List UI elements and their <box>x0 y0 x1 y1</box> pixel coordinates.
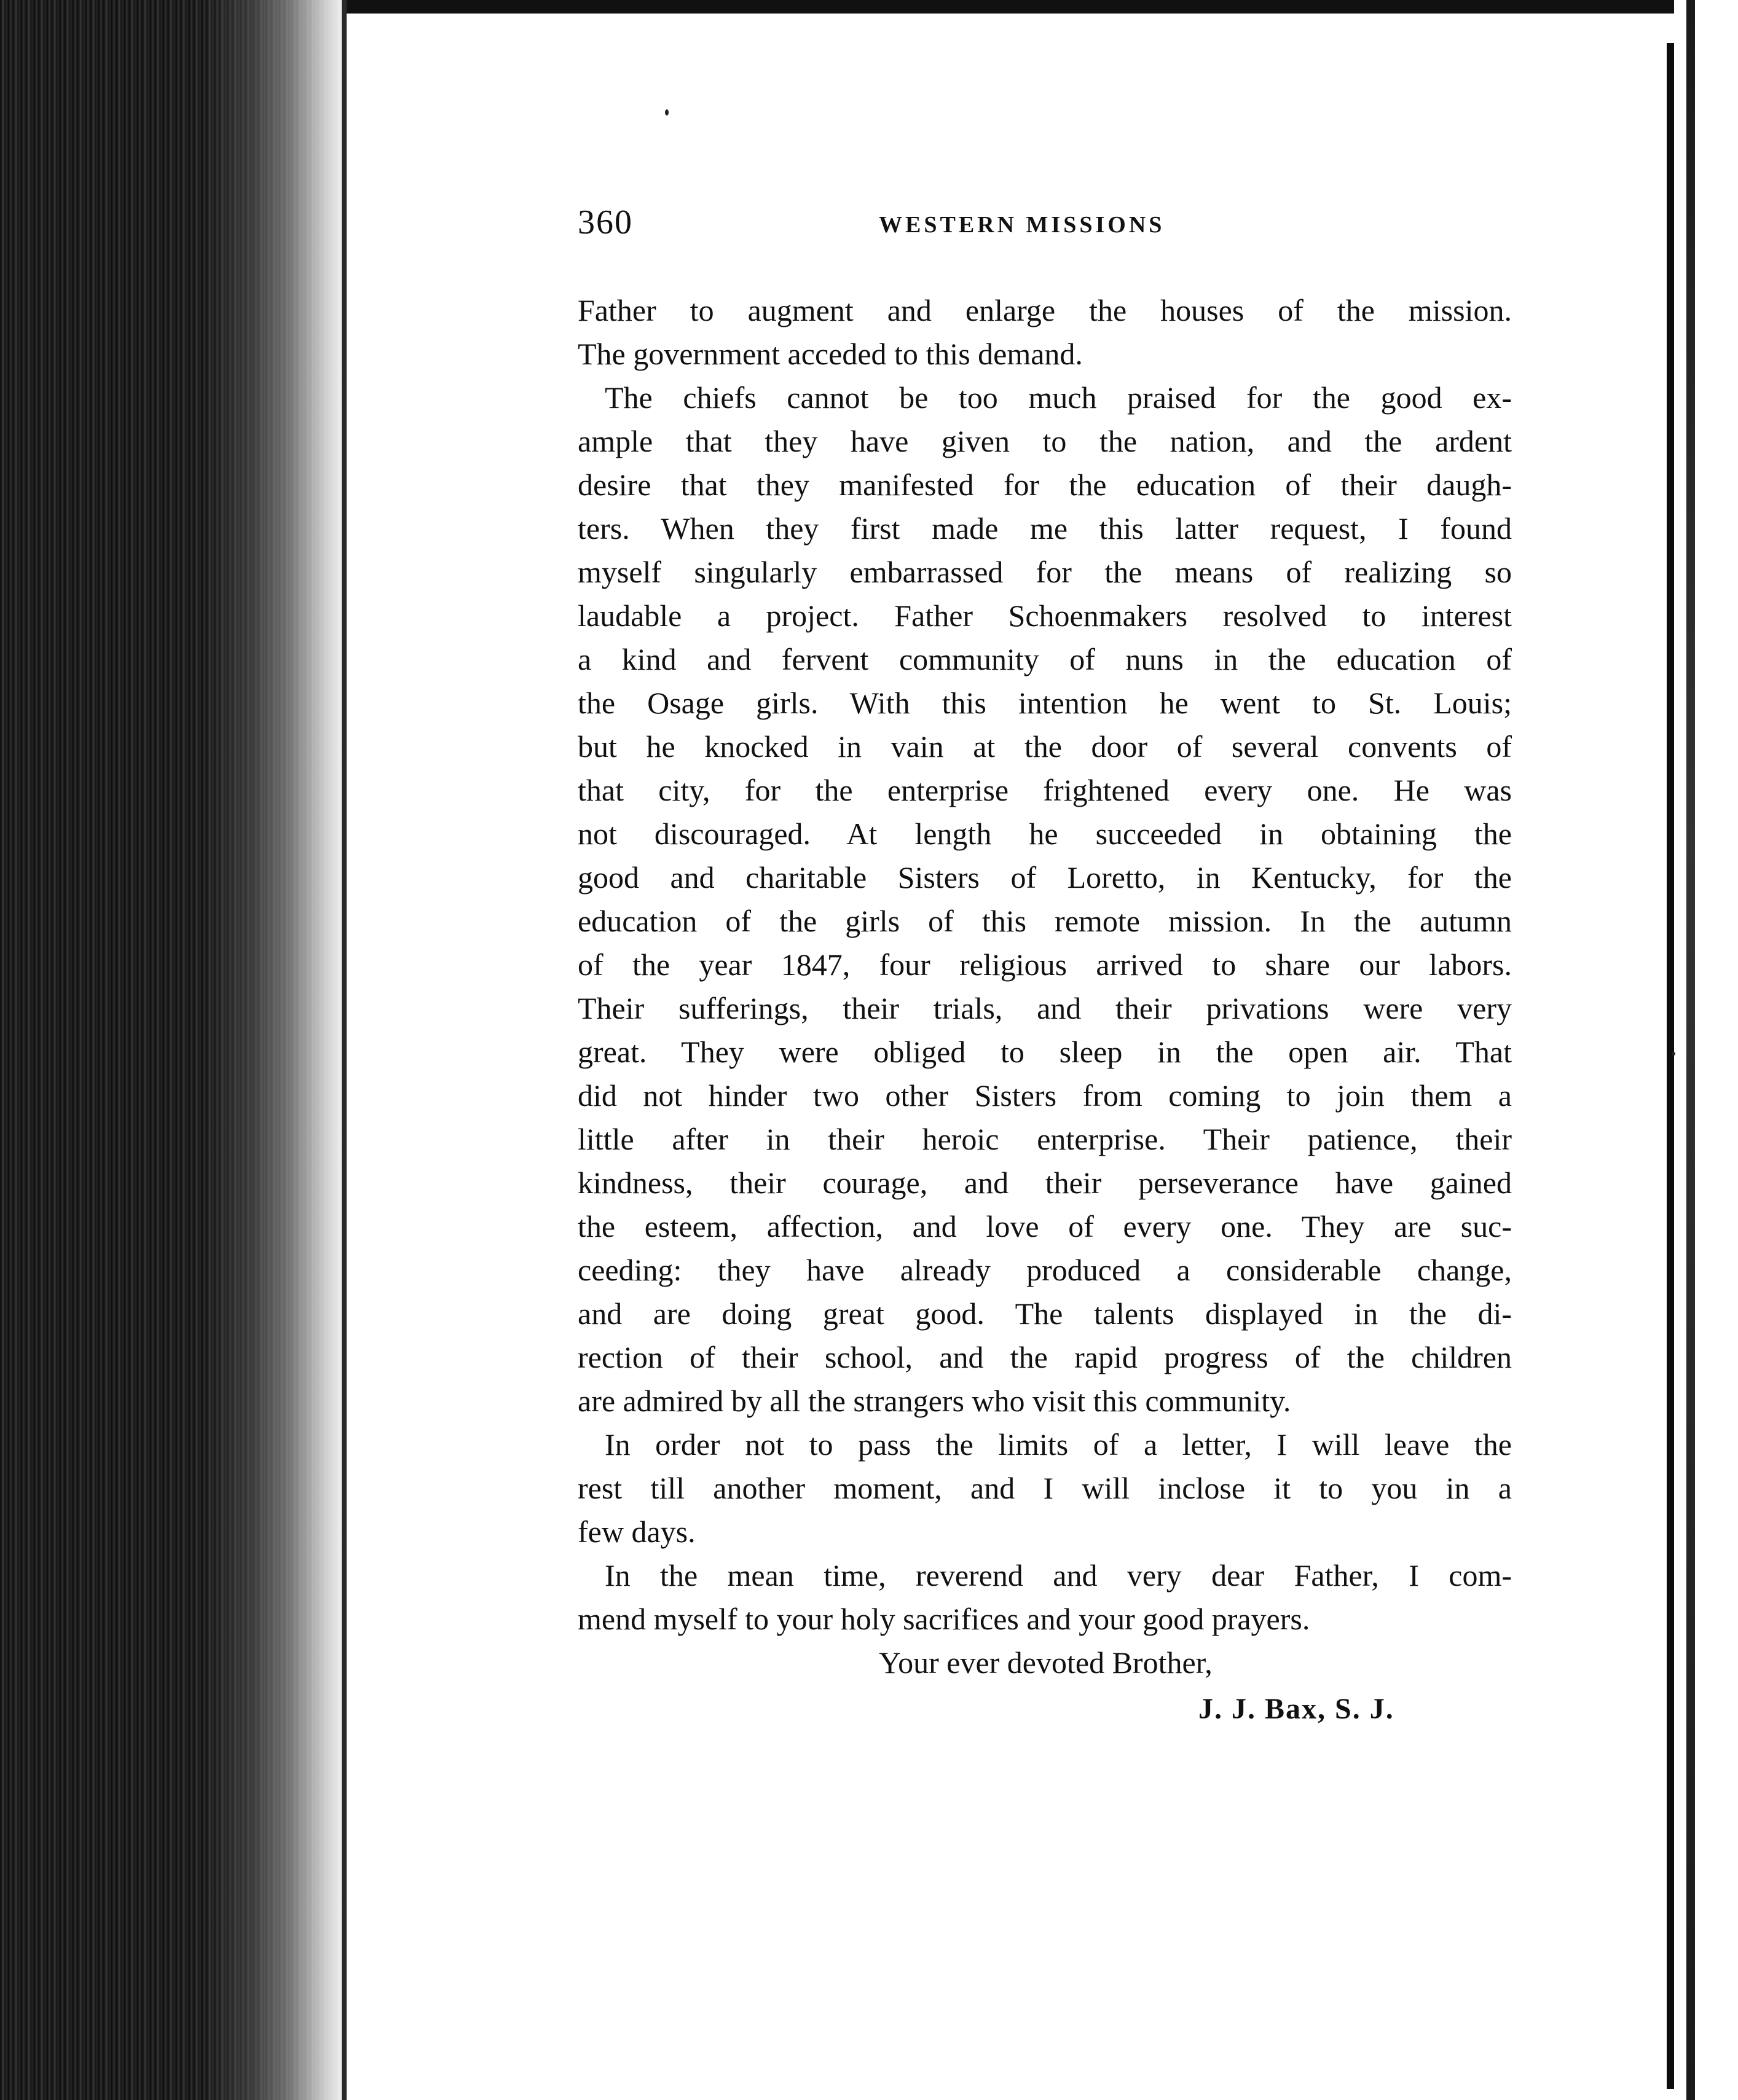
text-line: rest till another moment, and I will inclose it to you in a <box>578 1471 1512 1505</box>
dust-speck <box>1672 1052 1675 1056</box>
text-line: not discouraged. At length he succeeded in obtaining the <box>578 817 1512 851</box>
book-fore-edge <box>0 0 344 2100</box>
text-line: education of the girls of this remote mission. In the autumn <box>578 904 1512 938</box>
text-line: of the year 1847, four religious arrived to share our labors. <box>578 947 1512 982</box>
text-line: desire that they manifested for the education of their daugh- <box>578 468 1512 502</box>
text-line: few days. <box>578 1514 696 1549</box>
text-line: but he knocked in vain at the door of several convents of <box>578 729 1512 764</box>
text-line: the Osage girls. With this intention he went to St. Louis; <box>578 686 1512 720</box>
text-line: the esteem, affection, and love of every one. They are suc- <box>578 1209 1512 1244</box>
text-line: good and charitable Sisters of Loretto, in Kentucky, for the <box>578 860 1512 895</box>
text-line: are admired by all the strangers who visit this community. <box>578 1384 1291 1418</box>
valediction: Your ever devoted Brother, <box>879 1645 1213 1680</box>
text-line: The chiefs cannot be too much praised for the good ex- <box>605 380 1512 415</box>
text-line: The government acceded to this demand. <box>578 337 1083 371</box>
text-line: that city, for the enterprise frightened every one. He was <box>578 773 1512 807</box>
text-line: a kind and fervent community of nuns in the education of <box>578 642 1512 676</box>
right-margin-scan-area <box>1674 0 1738 2100</box>
running-title: WESTERN MISSIONS <box>879 212 1165 238</box>
text-line: rection of their school, and the rapid progress of the children <box>578 1340 1512 1374</box>
text-line: and are doing great good. The talents displayed in the di- <box>578 1296 1512 1331</box>
text-line: ample that they have given to the nation, and the ardent <box>578 424 1512 458</box>
page-gutter <box>342 0 347 2100</box>
text-line: kindness, their courage, and their perseverance have gained <box>578 1166 1512 1200</box>
paragraph <box>578 376 1512 1423</box>
text-line: myself singularly embarrassed for the means of realizing so <box>578 555 1512 589</box>
text-line: great. They were obliged to sleep in the open air. That <box>578 1035 1512 1069</box>
page-content <box>578 203 1512 1734</box>
body-text <box>578 289 1512 1641</box>
running-head <box>578 203 1512 252</box>
signature: J. J. Bax, S. J. <box>1198 1693 1394 1725</box>
text-line: did not hinder two other Sisters from coming to join them a <box>578 1078 1512 1113</box>
text-line: little after in their heroic enterprise. Their patience, their <box>578 1122 1512 1156</box>
text-line: Their sufferings, their trials, and their privations were very <box>578 991 1512 1025</box>
text-line: ters. When they first made me this latter request, I found <box>578 511 1512 546</box>
text-line: ceeding: they have already produced a considerable change, <box>578 1253 1512 1287</box>
paragraph <box>578 1423 1512 1554</box>
text-line: In order not to pass the limits of a letter, I will leave the <box>605 1427 1512 1462</box>
next-page-edge <box>1667 43 1674 2089</box>
dust-speck <box>665 109 669 116</box>
paragraph <box>578 1554 1512 1641</box>
text-line: In the mean time, reverend and very dear Father, I com- <box>605 1558 1512 1593</box>
text-line: mend myself to your holy sacrifices and your good prayers. <box>578 1602 1310 1636</box>
page-number: 360 <box>578 203 633 241</box>
text-line: laudable a project. Father Schoenmakers resolved to interest <box>578 598 1512 633</box>
paragraph <box>578 289 1512 376</box>
text-line: Father to augment and enlarge the houses of the mission. <box>578 293 1512 327</box>
letter-closing <box>578 1641 1512 1734</box>
